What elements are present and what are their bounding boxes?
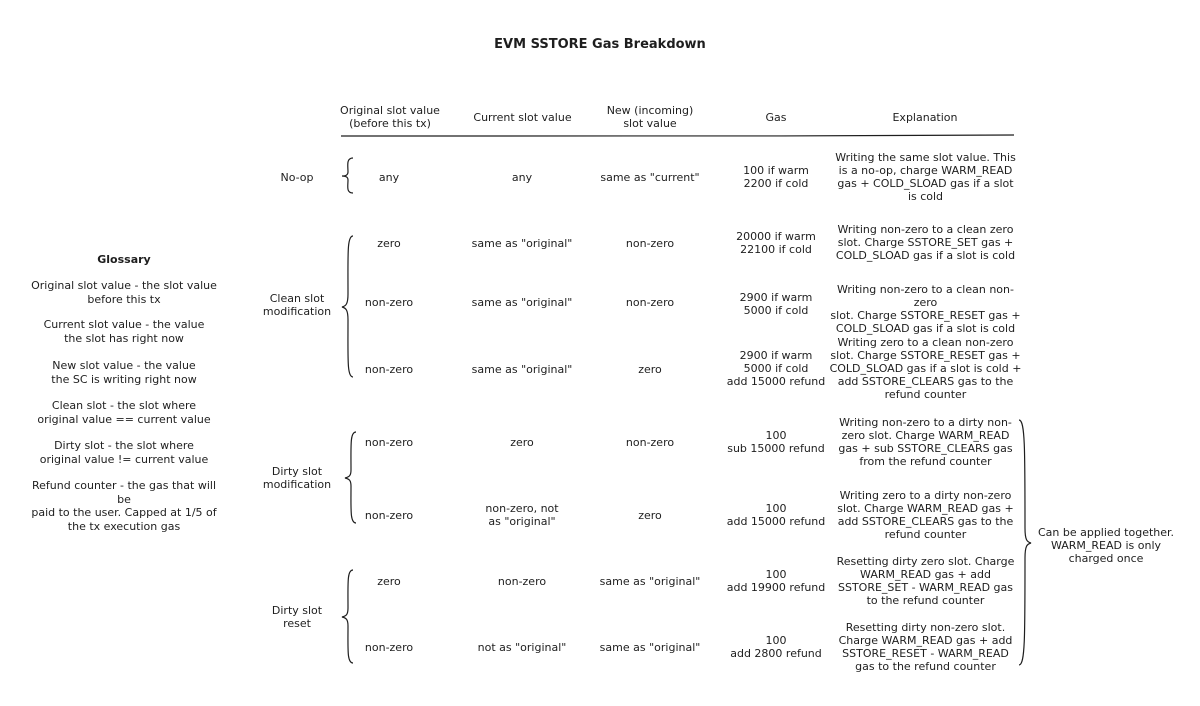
row-2-current: same as "original" xyxy=(471,296,573,309)
row-0-new: same as "current" xyxy=(600,171,700,184)
row-0-current: any xyxy=(511,171,533,184)
combined-note: Can be applied together. WARM_READ is only charged once xyxy=(1037,526,1175,565)
row-0-gas: 100 if warm 2200 if cold xyxy=(743,164,809,190)
row-2-new: non-zero xyxy=(625,296,675,309)
row-1-original: zero xyxy=(377,237,401,250)
row-5-current: non-zero, not as "original" xyxy=(485,502,559,528)
row-1-current: same as "original" xyxy=(471,237,573,250)
row-1-explanation: Writing non-zero to a clean zero slot. Charge SSTORE_SET gas + COLD_SLOAD gas if a slot is cold xyxy=(835,223,1016,262)
row-0-explanation: Writing the same slot value. This is a no-op, charge WARM_READ gas + COLD_SLOAD gas if a slot is cold xyxy=(835,151,1016,203)
glossary-item-clean: Clean slot - the slot where original value == current value xyxy=(37,399,211,426)
row-6-new: same as "original" xyxy=(599,575,701,588)
row-5-new: zero xyxy=(638,509,662,522)
row-6-current: non-zero xyxy=(497,575,547,588)
row-3-gas: 2900 if warm 5000 if cold add 15000 refund xyxy=(726,349,826,388)
row-5-original: non-zero xyxy=(364,509,414,522)
group-label-noop: No-op xyxy=(280,171,314,184)
row-1-new: non-zero xyxy=(625,237,675,250)
row-3-original: non-zero xyxy=(364,363,414,376)
header-divider xyxy=(340,133,1016,139)
row-2-gas: 2900 if warm 5000 if cold xyxy=(739,291,813,317)
glossary-item-current: Current slot value - the value the slot has right now xyxy=(43,318,205,345)
row-4-new: non-zero xyxy=(625,436,675,449)
header-new: New (incoming) slot value xyxy=(606,104,694,130)
page-title: EVM SSTORE Gas Breakdown xyxy=(494,37,706,52)
row-0-original: any xyxy=(378,171,400,184)
glossary-item-new: New slot value - the value the SC is writing right now xyxy=(51,359,197,386)
row-2-original: non-zero xyxy=(364,296,414,309)
group-label-clean: Clean slot modification xyxy=(262,292,332,318)
header-current: Current slot value xyxy=(473,111,572,124)
row-7-current: not as "original" xyxy=(477,641,567,654)
row-4-gas: 100 sub 15000 refund xyxy=(727,429,825,455)
row-6-original: zero xyxy=(377,575,401,588)
row-5-explanation: Writing zero to a dirty non-zero slot. Charge WARM_READ gas + add SSTORE_CLEARS gas to the refund counter xyxy=(837,489,1014,541)
row-4-current: zero xyxy=(510,436,534,449)
glossary-item-original: Original slot value - the slot value before this tx xyxy=(31,279,217,306)
header-explanation: Explanation xyxy=(892,111,958,124)
row-1-gas: 20000 if warm 22100 if cold xyxy=(736,230,816,256)
group-label-reset: Dirty slot reset xyxy=(271,604,323,630)
row-2-explanation: Writing non-zero to a clean non-zero slot. Charge SSTORE_RESET gas + COLD_SLOAD gas if a slot is cold xyxy=(830,283,1021,335)
row-4-original: non-zero xyxy=(364,436,414,449)
row-6-gas: 100 add 19900 refund xyxy=(726,568,826,594)
row-4-explanation: Writing non-zero to a dirty non- zero slot. Charge WARM_READ gas + sub SSTORE_CLEARS gas from the refund counter xyxy=(838,416,1013,468)
header-gas: Gas xyxy=(765,111,787,124)
glossary-item-dirty: Dirty slot - the slot where original value != current value xyxy=(39,439,209,466)
row-5-gas: 100 add 15000 refund xyxy=(726,502,826,528)
header-original: Original slot value (before this tx) xyxy=(340,104,440,130)
group-label-dirty: Dirty slot modification xyxy=(262,465,332,491)
row-7-new: same as "original" xyxy=(599,641,701,654)
row-3-current: same as "original" xyxy=(471,363,573,376)
row-3-explanation: Writing zero to a clean non-zero slot. Charge SSTORE_RESET gas + COLD_SLOAD gas if a slot is cold + add SSTORE_CLEARS gas to the refund counter xyxy=(829,336,1022,401)
row-7-gas: 100 add 2800 refund xyxy=(730,634,822,660)
row-3-new: zero xyxy=(638,363,662,376)
row-6-explanation: Resetting dirty zero slot. Charge WARM_READ gas + add SSTORE_SET - WARM_READ gas to the refund counter xyxy=(836,555,1015,607)
row-7-explanation: Resetting dirty non-zero slot. Charge WARM_READ gas + add SSTORE_RESET - WARM_READ gas to the refund counter xyxy=(838,621,1013,673)
glossary-title: Glossary xyxy=(97,253,151,266)
glossary-item-refund: Refund counter - the gas that will be paid to the user. Capped at 1/5 of the tx execution gas xyxy=(31,479,217,533)
row-7-original: non-zero xyxy=(364,641,414,654)
